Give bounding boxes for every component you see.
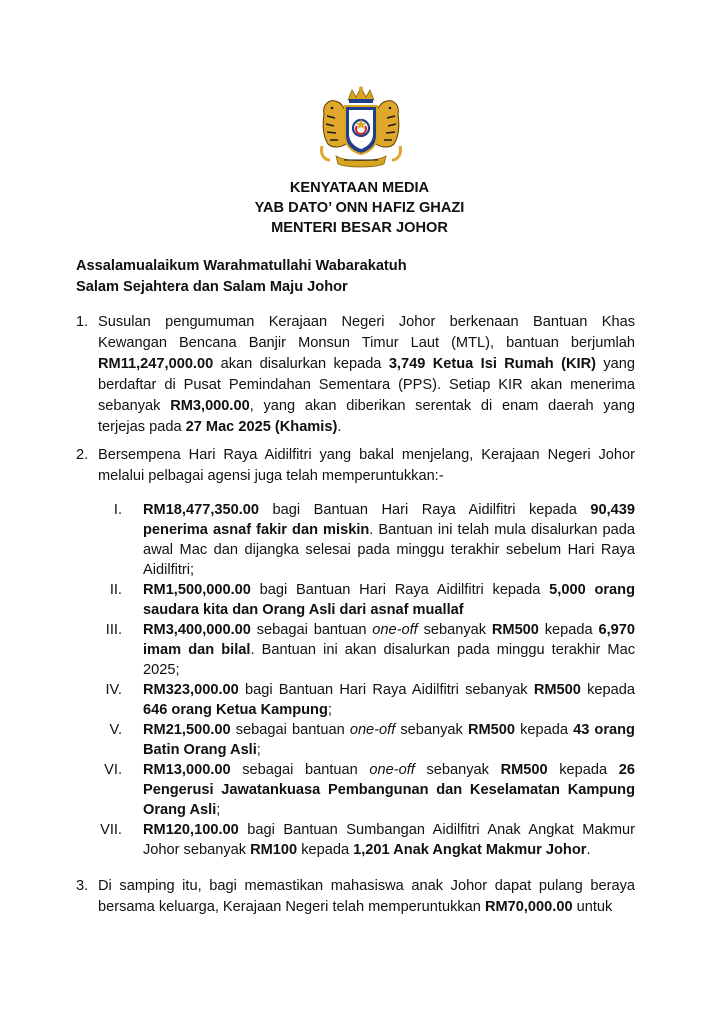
text: kepada [547,762,619,778]
johor-state-crest-icon [318,86,404,170]
paragraph-number: 1. [76,314,89,330]
text: bagi Bantuan Hari Raya Aidilfitri sebanyak [238,682,534,698]
list-item [98,720,635,760]
text: ; [327,702,332,718]
list-item-text [143,820,635,860]
text: . Bantuan ini telah mula disalurkan pada awal Mac dan dijangka selesai pada minggu terakhir sebelum Hari Raya Aidilfitri; [143,522,635,578]
list-item-text [143,720,635,760]
amount: RM120,100.00 [143,822,239,838]
header-name: YAB DATO’ ONN HAFIZ GHAZI [254,200,465,216]
text: bagi Bantuan Hari Raya Aidilfitri kepada [250,582,550,598]
recipients: 6,970 imam dan bilal [143,622,635,658]
amount: RM500 [491,622,539,638]
text: sebanyak [414,762,501,778]
greeting [76,256,407,298]
text: untuk [572,899,613,915]
header-position: MENTERI BESAR JOHOR [271,220,448,236]
list-item-text [143,760,635,820]
list-marker: I. [113,502,122,518]
list-item [98,500,635,580]
paragraph-body [98,876,635,918]
list-marker: VI. [104,762,122,778]
list-item [98,820,635,860]
text: Di samping itu, bagi memastikan mahasiswa anak Johor dapat pulang beraya bersama keluarga, Kerajaan Negeri telah memperuntukkan [98,878,635,915]
text: sebagai bantuan [230,762,370,778]
recipients: 43 orang Batin Orang Asli [143,722,635,758]
list-item-text [143,680,635,720]
text: sebanyak [417,622,492,638]
text: sebagai bantuan [230,722,350,738]
list-item [98,620,635,680]
text: yang berdaftar di Pusat Pemindahan Sementara (PPS). Setiap KIR akan menerima sebanyak [98,356,636,414]
text: bagi Bantuan Hari Raya Aidilfitri kepada [259,502,591,518]
text: Susulan pengumuman Kerajaan Negeri Johor berkenaan Bantuan Khas Kewangan Bencana Banjir Monsun Timur Laut (MTL), bantuan berjumlah [98,314,635,351]
text: ; [256,742,261,758]
text: kepada [297,842,354,858]
list-marker: V. [109,722,122,738]
list-marker: II. [109,582,122,598]
text: kepada [515,722,574,738]
amount: RM21,500.00 [143,722,231,738]
list-item [98,680,635,720]
greeting-line-2: Salam Sejahtera dan Salam Maju Johor [76,279,348,295]
amount: RM500 [467,722,515,738]
italic-term: one-off [349,722,396,738]
recipients: 5,000 orang saudara kita dan Orang Asli dari asnaf muallaf [143,582,635,618]
amount: RM1,500,000.00 [143,582,251,598]
press-release-header [0,178,719,238]
text: akan disalurkan kepada [213,356,389,372]
amount: RM3,400,000.00 [143,622,251,638]
recipients: 26 Pengerusi Jawatankuasa Pembangunan dan Keselamatan Kampung Orang Asli [143,762,635,818]
amount: RM13,000.00 [143,762,231,778]
amount: RM500 [533,682,581,698]
text: . Bantuan ini akan disalurkan pada minggu terakhir Mac 2025; [143,642,635,678]
text: kepada [580,682,635,698]
text: kepada [538,622,599,638]
text: bagi Bantuan Sumbangan Aidilfitri Anak Angkat Makmur Johor sebanyak [143,822,635,858]
italic-term: one-off [369,762,415,778]
list-marker: VII. [100,822,122,838]
list-marker: III. [105,622,122,638]
amount: RM11,247,000.00 [98,356,214,372]
paragraph-number: 2. [76,447,89,463]
header-title: KENYATAAN MEDIA [289,180,430,196]
paragraph-body [98,312,635,438]
date: 27 Mac 2025 (Khamis) [185,419,338,435]
amount: RM18,477,350.00 [143,502,260,518]
text: sebanyak [395,722,468,738]
text: ; [216,802,221,818]
greeting-line-1: Assalamualaikum Warahmatullahi Wabarakatuh [76,258,407,274]
text: , yang akan diberikan serentak di enam daerah yang terjejas pada [98,398,635,435]
paragraph-3 [76,876,635,918]
list-marker: IV. [105,682,122,698]
text: sebagai bantuan [250,622,373,638]
amount: RM500 [500,762,548,778]
list-item-text [143,500,635,580]
paragraph-1 [76,312,635,438]
allocation-list [98,500,635,860]
list-item [98,580,635,620]
list-item [98,760,635,820]
recipients: 1,201 Anak Angkat Makmur Johor [353,842,587,858]
amount: RM3,000.00 [170,398,250,414]
recipients: 3,749 Ketua Isi Rumah (KIR) [388,356,596,372]
amount: RM70,000.00 [484,899,573,915]
recipients: 90,439 penerima asnaf fakir dan miskin [143,502,635,538]
paragraph-body: Bersempena Hari Raya Aidilfitri yang bakal menjelang, Kerajaan Negeri Johor melalui pelbagai agensi juga telah memperuntukkan:- [98,447,635,484]
text: . [337,419,342,435]
list-item-text [143,620,635,680]
amount: RM100 [250,842,298,858]
italic-term: one-off [372,622,418,638]
paragraph-2 [76,445,635,487]
paragraph-number: 3. [76,878,89,894]
list-item-text [143,580,635,620]
recipients: 646 orang Ketua Kampung [143,702,328,718]
text: . [586,842,591,858]
amount: RM323,000.00 [143,682,239,698]
